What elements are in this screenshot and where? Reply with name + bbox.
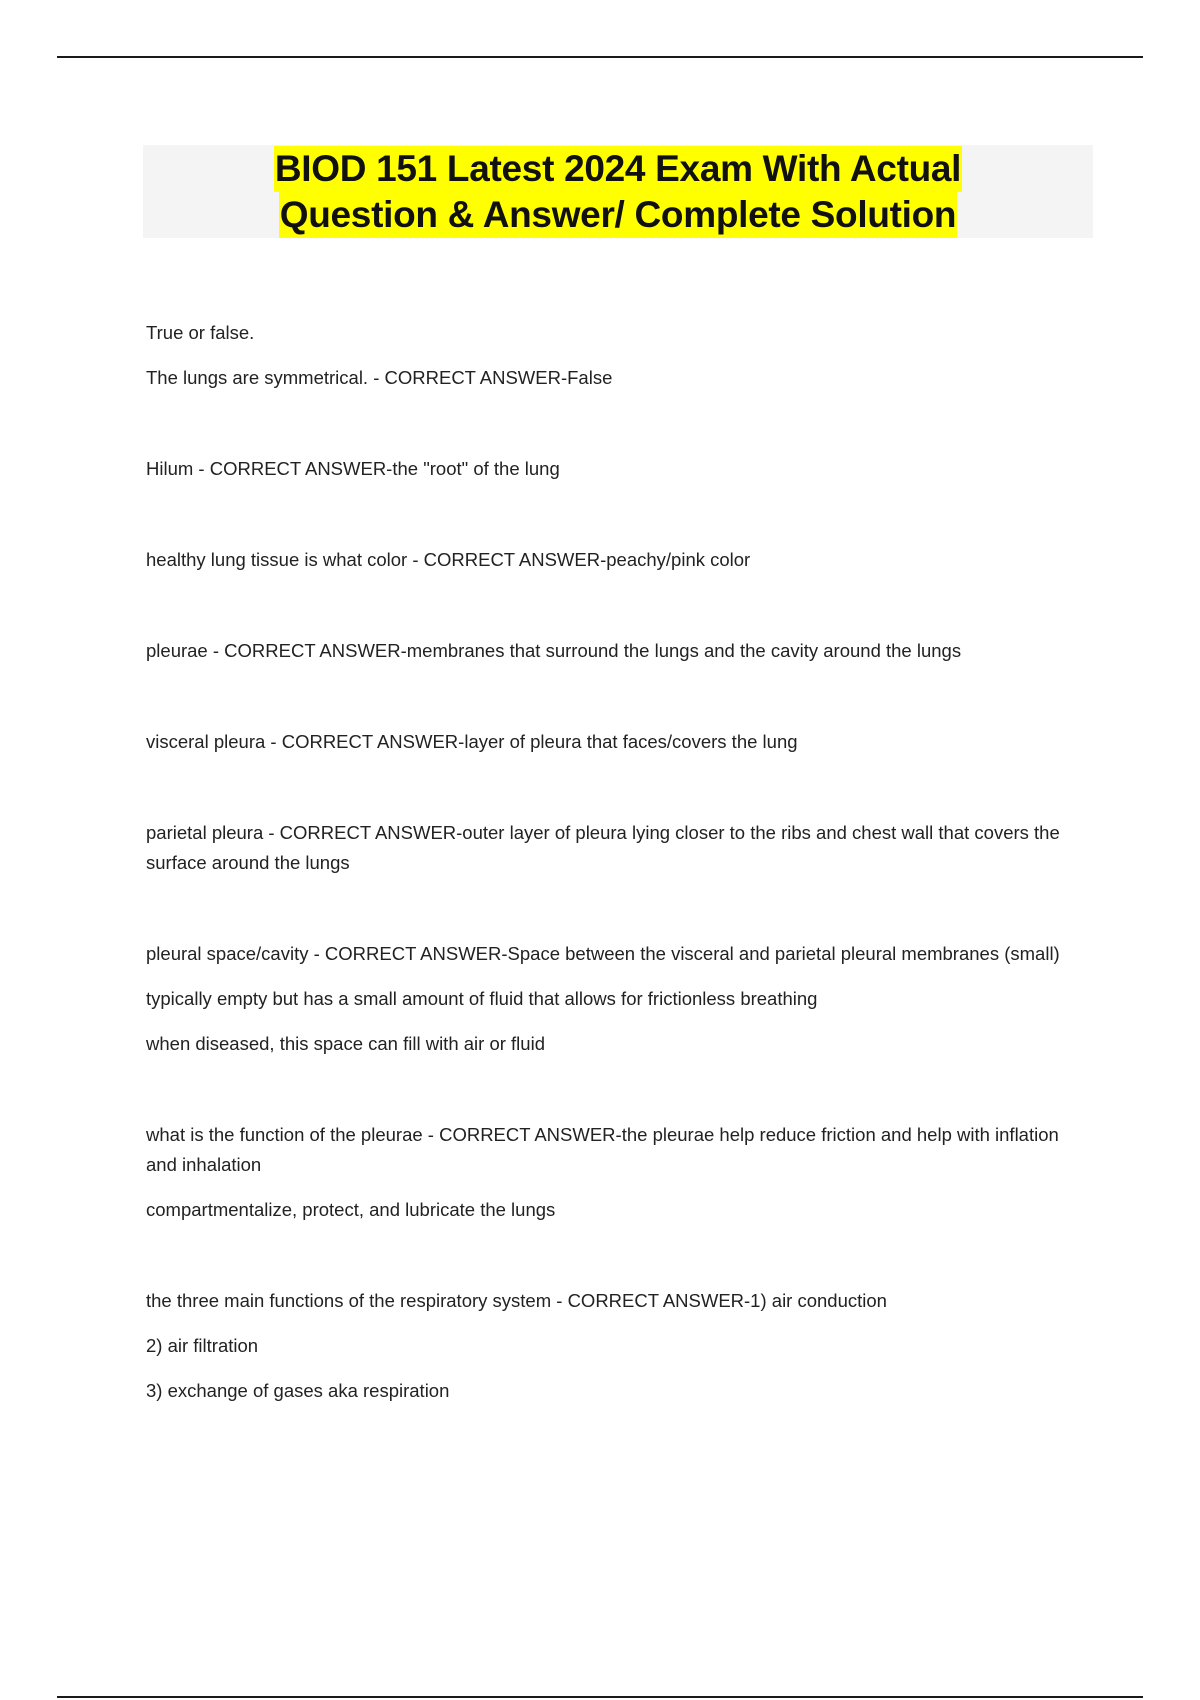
qa-line: parietal pleura - CORRECT ANSWER-outer layer of pleura lying closer to the ribs and chest wall that covers the surface around the lungs	[146, 822, 1060, 873]
qa-line: what is the function of the pleurae - CORRECT ANSWER-the pleurae help reduce friction and help with inflation and inhalation	[146, 1124, 1059, 1175]
qa-content	[146, 318, 1086, 1421]
top-rule	[57, 56, 1143, 58]
qa-entry-true-false	[146, 318, 1086, 393]
qa-entry-parietal-pleura	[146, 818, 1086, 878]
qa-entry-lung-color	[146, 545, 1086, 575]
qa-line: 3) exchange of gases aka respiration	[146, 1380, 450, 1401]
qa-line: the three main functions of the respiratory system - CORRECT ANSWER-1) air conduction	[146, 1290, 887, 1311]
qa-line: Hilum - CORRECT ANSWER-the "root" of the lung	[146, 458, 560, 479]
qa-line: visceral pleura - CORRECT ANSWER-layer of pleura that faces/covers the lung	[146, 731, 798, 752]
qa-line: pleural space/cavity - CORRECT ANSWER-Space between the visceral and parietal pleural membranes (small)	[146, 943, 1060, 964]
qa-line: pleurae - CORRECT ANSWER-membranes that surround the lungs and the cavity around the lungs	[146, 640, 962, 661]
qa-line: True or false.	[146, 322, 255, 343]
entry-spacer	[146, 681, 1086, 727]
document-title-line-1: BIOD 151 Latest 2024 Exam With Actual	[274, 146, 962, 192]
entry-spacer	[146, 408, 1086, 454]
qa-line: when diseased, this space can fill with air or fluid	[146, 1033, 545, 1054]
entry-spacer	[146, 499, 1086, 545]
entry-spacer	[146, 772, 1086, 818]
qa-entry-hilum	[146, 454, 1086, 484]
bottom-rule	[57, 1696, 1143, 1698]
qa-line: The lungs are symmetrical. - CORRECT ANSWER-False	[146, 367, 613, 388]
qa-entry-pleurae	[146, 636, 1086, 666]
qa-entry-pleurae-function	[146, 1120, 1086, 1225]
entry-spacer	[146, 893, 1086, 939]
document-title-box	[143, 145, 1093, 238]
entry-spacer	[146, 590, 1086, 636]
qa-line: healthy lung tissue is what color - CORRECT ANSWER-peachy/pink color	[146, 549, 751, 570]
qa-line: 2) air filtration	[146, 1335, 259, 1356]
document-title-line-2: Question & Answer/ Complete Solution	[279, 192, 957, 238]
entry-spacer	[146, 1240, 1086, 1286]
qa-line: compartmentalize, protect, and lubricate the lungs	[146, 1199, 556, 1220]
qa-entry-pleural-space	[146, 939, 1086, 1059]
qa-line: typically empty but has a small amount of fluid that allows for frictionless breathing	[146, 988, 818, 1009]
qa-entry-visceral-pleura	[146, 727, 1086, 757]
entry-spacer	[146, 1074, 1086, 1120]
qa-entry-respiratory-functions	[146, 1286, 1086, 1406]
